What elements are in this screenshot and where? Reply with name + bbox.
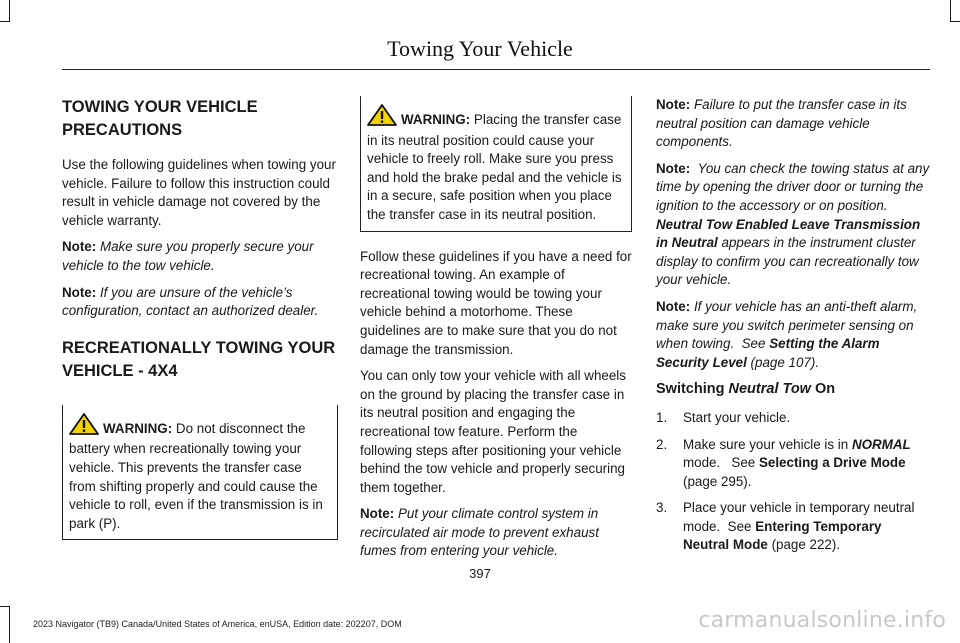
note-towing-status: Note: You can check the towing status at any time by opening the driver door or turning the ignition to the accessory or on position. Neutral Tow Enabled Leave Transmission in Neutral appears in the instrument cluster display to confirm you can recreationally tow your vehicle. — [656, 160, 930, 288]
edition-footer: 2023 Navigator (TB9) Canada/United States of America, enUSA, Edition date: 202207, DOM — [33, 619, 402, 629]
recreational-guidelines-paragraph: Follow these guidelines if you have a need for recreational towing. An example of recreational towing would be towing your vehicle behind a motorhome. These guidelines are to make sure that you do not damage the transmission. — [360, 248, 632, 357]
crop-mark — [9, 606, 10, 643]
link-alarm-security[interactable]: Setting the Alarm Security Level — [656, 336, 880, 370]
link-drive-mode[interactable]: Selecting a Drive Mode — [758, 455, 906, 471]
page-number: 397 — [469, 566, 491, 581]
steps-list — [656, 409, 930, 555]
column-1 — [62, 96, 338, 552]
section-heading-line2: VEHICLE - 4X4 — [62, 361, 178, 380]
note-climate: Note: Put your climate control system in recirculated air mode to prevent exhaust fumes from entering your vehicle. — [360, 506, 599, 559]
column-3 — [656, 96, 930, 563]
crop-mark — [950, 21, 960, 22]
tow-procedure-paragraph: You can only tow your vehicle with all wheels on the ground by placing the transfer case in its neutral position and engaging the recreational tow feature. Perform the following steps after positioning your vehicle behind the tow vehicle and properly securing them together. — [360, 368, 626, 495]
crop-mark — [0, 21, 10, 22]
warning-box-transfer-case: WARNING: Placing the transfer case in its neutral position could cause your vehicle to freely roll. Make sure you press and hold the brake pedal and the vehicle is in a secure, safe position when you place the transfer case in its neutral position. — [360, 96, 632, 232]
warning-triangle-icon — [69, 413, 99, 441]
crop-mark — [9, 0, 10, 22]
column-2 — [360, 96, 632, 569]
note-transfer-case: Note: Failure to put the transfer case in its neutral position can damage vehicle components. — [656, 97, 907, 150]
watermark: carmanualsonline.info — [698, 608, 946, 633]
section-heading-line2: PRECAUTIONS — [62, 121, 183, 139]
note-configuration: Note: If you are unsure of the vehicle’s configuration, contact an authorized dealer. — [62, 284, 319, 319]
subsection-heading: Switching Neutral Tow On — [656, 381, 836, 398]
list-item: 2. Make sure your vehicle is in NORMAL mode. See Selecting a Drive Mode (page 295). — [656, 436, 911, 489]
list-item: 3. Place your vehicle in temporary neutral mode. See Entering Temporary Neutral Mode (page 222). — [656, 500, 915, 553]
crop-mark — [0, 606, 10, 607]
crop-mark — [950, 0, 951, 22]
precautions-paragraph: Use the following guidelines when towing your vehicle. Failure to follow this instruction could result in vehicle damage not covered by the vehicle warranty. — [62, 157, 336, 228]
list-item: 1. Start your vehicle. — [656, 409, 791, 425]
warning-triangle-icon — [367, 104, 397, 132]
page-header-title: Towing Your Vehicle — [387, 36, 573, 61]
note-secure: Note: Make sure you properly secure your vehicle to the tow vehicle. — [62, 239, 314, 273]
section-heading-line1: RECREATIONALLY TOWING YOUR — [62, 338, 336, 357]
note-anti-theft: Note: If your vehicle has an anti-theft alarm, make sure you switch perimeter sensing on when towing. See Setting the Alarm Security Level (page 107). — [656, 298, 918, 370]
header-rule — [62, 69, 930, 70]
section-heading-line1: TOWING YOUR VEHICLE — [62, 98, 258, 116]
warning-box-battery: WARNING: Do not disconnect the battery when recreationally towing your vehicle. This prevents the transfer case from shifting properly and could cause the vehicle to roll, even if the transmission is in park (P). — [62, 405, 338, 541]
link-temporary-neutral[interactable]: Entering Temporary Neutral Mode — [683, 518, 882, 553]
